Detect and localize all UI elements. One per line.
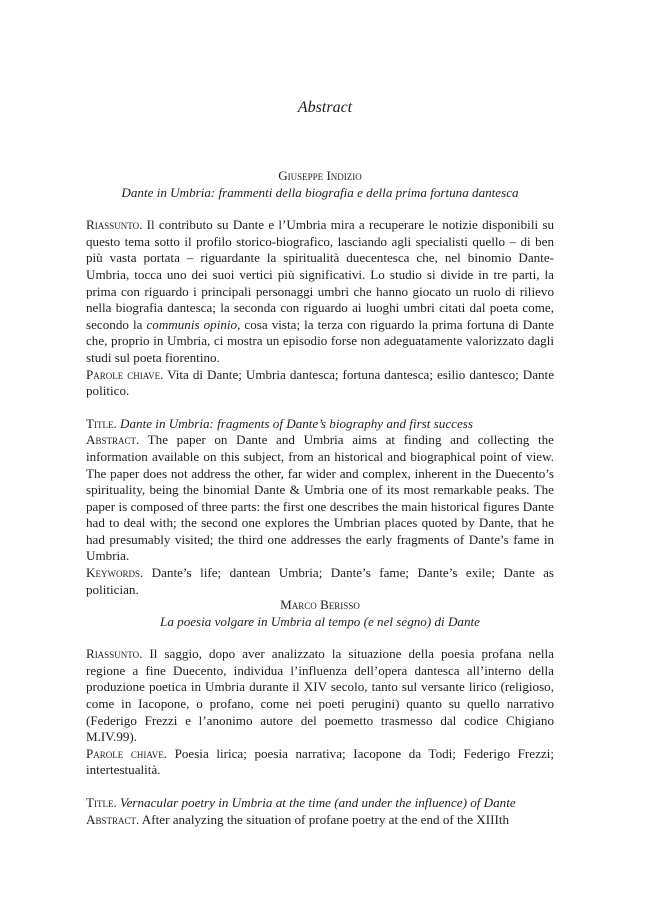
english-title: Dante in Umbria: fragments of Dante’s biography and first success xyxy=(116,415,473,431)
abstract-label: Abstract. xyxy=(86,811,140,827)
paper-title-italian: Dante in Umbria: frammenti della biografia e della prima fortuna dantesca xyxy=(121,184,519,200)
abstract-section-2 xyxy=(86,597,554,828)
abstract-paragraph xyxy=(86,432,554,565)
keywords-paragraph xyxy=(86,565,554,598)
riassunto-text: Il contributo su Dante e l’Umbria mira a recuperare le notizie disponibili su questo tema sotto il profilo storico-biografico, lasciando agli specialisti quello – di ben più vasta portata – riguardante la spiritualità duecentesca che, nel binomio Dante-Umbria, tocca uno dei suoi vertici più significativi. Lo studio si divide in tre parti, la prima con riguardo i principali personaggi umbri che hanno giocato un ruolo di rilievo nella biografia dantesca; la seconda con riguardo ai luoghi umbri citati dal poeta come, secondo la xyxy=(86,217,554,332)
page-title: Abstract xyxy=(297,99,353,116)
riassunto-italic: communis opinio xyxy=(146,316,238,332)
abstract-text: After analyzing the situation of profane poetry at the end of the XIIIth xyxy=(139,811,510,827)
abstract-text: The paper on Dante and Umbria aims at finding and collecting the information available on this subject, from an historical and biographical point of view. The paper does not address the other, far wider and complex, inherent in the Duecento’s spirituality, being the binomial Dante & Umbria one of its most remarkable peaks. The paper is composed of three parts: the first one describes the main historical figures Dante had to deal with; the second one explores the Umbrian places quoted by Dante, that he had presumably visited; the third one addresses the early fragments of Dante’s fame in Umbria. xyxy=(86,432,554,564)
paper-title-italian: La poesia volgare in Umbria al tempo (e nel segno) di Dante xyxy=(160,613,480,629)
riassunto-label: Riassunto. xyxy=(86,217,143,233)
parole-chiave-paragraph xyxy=(86,746,554,779)
riassunto-text: Il saggio, dopo aver analizzato la situazione della poesia profana nella regione a fine Duecento, individua l’influenza dell’opera dantesca all’interno della produzione poetica in Umbria durante il XIV secolo, tanto sul versante lirico (religioso, come in Iacopone, o profano, come nei poeti perugini) quanto su quello narrativo (Federigo Frezzi e l’anonimo autore del poemetto trasmesso dal codice Chigiano M.IV.99). xyxy=(86,646,554,745)
abstract-paragraph xyxy=(86,812,554,829)
riassunto-paragraph xyxy=(86,217,554,366)
author-name: Giuseppe Indizio xyxy=(278,168,362,183)
parole-chiave-text: Poesia lirica; poesia narrativa; Iacopone da Todi; Federigo Frezzi; intertestualità. xyxy=(86,745,555,778)
english-title-paragraph xyxy=(86,795,554,812)
keywords-label: Keywords. xyxy=(86,565,144,581)
english-title-paragraph xyxy=(86,416,554,433)
title-label: Title. xyxy=(86,794,117,810)
parole-chiave-label: Parole chiave. xyxy=(86,366,164,382)
abstract-label: Abstract. xyxy=(86,432,140,448)
author-name: Marco Berisso xyxy=(280,597,360,612)
parole-chiave-label: Parole chiave. xyxy=(86,745,167,761)
parole-chiave-text: Vita di Dante; Umbria dantesca; fortuna dantesca; esilio dantesco; Dante politico. xyxy=(86,366,554,399)
abstract-section-1 xyxy=(86,168,554,598)
parole-chiave-paragraph xyxy=(86,367,554,400)
riassunto-paragraph xyxy=(86,646,554,746)
riassunto-label: Riassunto. xyxy=(86,646,143,662)
riassunto-text-end: , cosa vista; la terza con riguardo la prima fortuna di Dante che, proprio in Umbria, ci mostra un episodio forse non adeguatamente valorizzato dagli studi sul poeta fiorentino. xyxy=(86,316,554,365)
english-title: Vernacular poetry in Umbria at the time (and under the influence) of Dante xyxy=(116,794,516,810)
keywords-text: Dante’s life; dantean Umbria; Dante’s fame; Dante’s exile; Dante as politician. xyxy=(86,565,554,597)
title-label: Title. xyxy=(86,415,117,431)
